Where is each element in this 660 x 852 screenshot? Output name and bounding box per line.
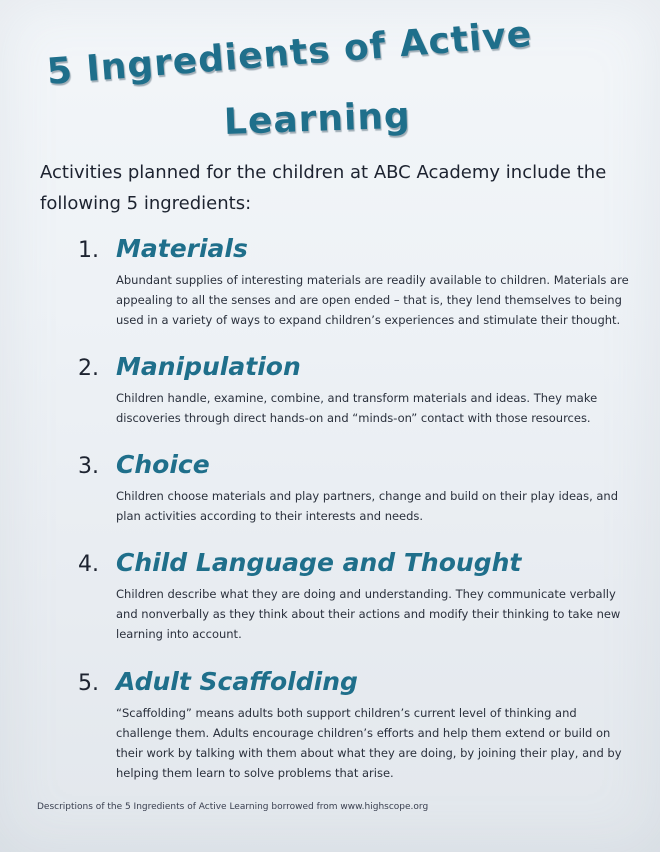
ingredient-description: “Scaffolding” means adults both support children’s current level of thinking and challenge them. Adults encourage children’s efforts and help them extend or build on their work by talking with them about what they are doing, by joining their play, and by helping them learn to solve problems that arise. — [116, 706, 622, 780]
intro-text: Activities planned for the children at ABC Academy include the following 5 ingredients: — [40, 162, 607, 214]
ingredient-description: Children describe what they are doing and understanding. They communicate verbally and nonverbally as they think about their actions and modify their thinking to take new learning into account. — [116, 587, 621, 641]
page-title-line-1: 5 Ingredients of Active — [45, 13, 534, 93]
ingredient-heading: Child Language and Thought — [116, 548, 522, 577]
ingredient-heading: Materials — [116, 234, 248, 263]
ingredient-description: Children choose materials and play partners, change and build on their play ideas, and plan activities according to their interests and needs. — [116, 489, 619, 523]
ingredient-heading: Manipulation — [116, 352, 301, 381]
ingredient-number: 4. — [78, 552, 99, 577]
ingredient-heading: Choice — [116, 450, 210, 479]
source-footer: Descriptions of the 5 Ingredients of Active Learning borrowed from www.highscope.org — [37, 802, 429, 812]
ingredient-heading: Adult Scaffolding — [116, 667, 358, 696]
ingredient-number: 1. — [78, 238, 99, 263]
ingredient-number: 2. — [78, 356, 99, 381]
ingredient-number: 3. — [78, 454, 99, 479]
page-title-line-2: Learning — [223, 95, 412, 143]
ingredient-description: Abundant supplies of interesting materials are readily available to children. Materials are appealing to all the senses and are open ended – that is, they lend themselves to being used in a variety of ways to expand children’s experiences and stimulate their thought. — [116, 273, 629, 327]
ingredient-number: 5. — [78, 671, 99, 696]
ingredient-description: Children handle, examine, combine, and transform materials and ideas. They make discoveries through direct hands-on and “minds-on” contact with those resources. — [116, 391, 598, 425]
